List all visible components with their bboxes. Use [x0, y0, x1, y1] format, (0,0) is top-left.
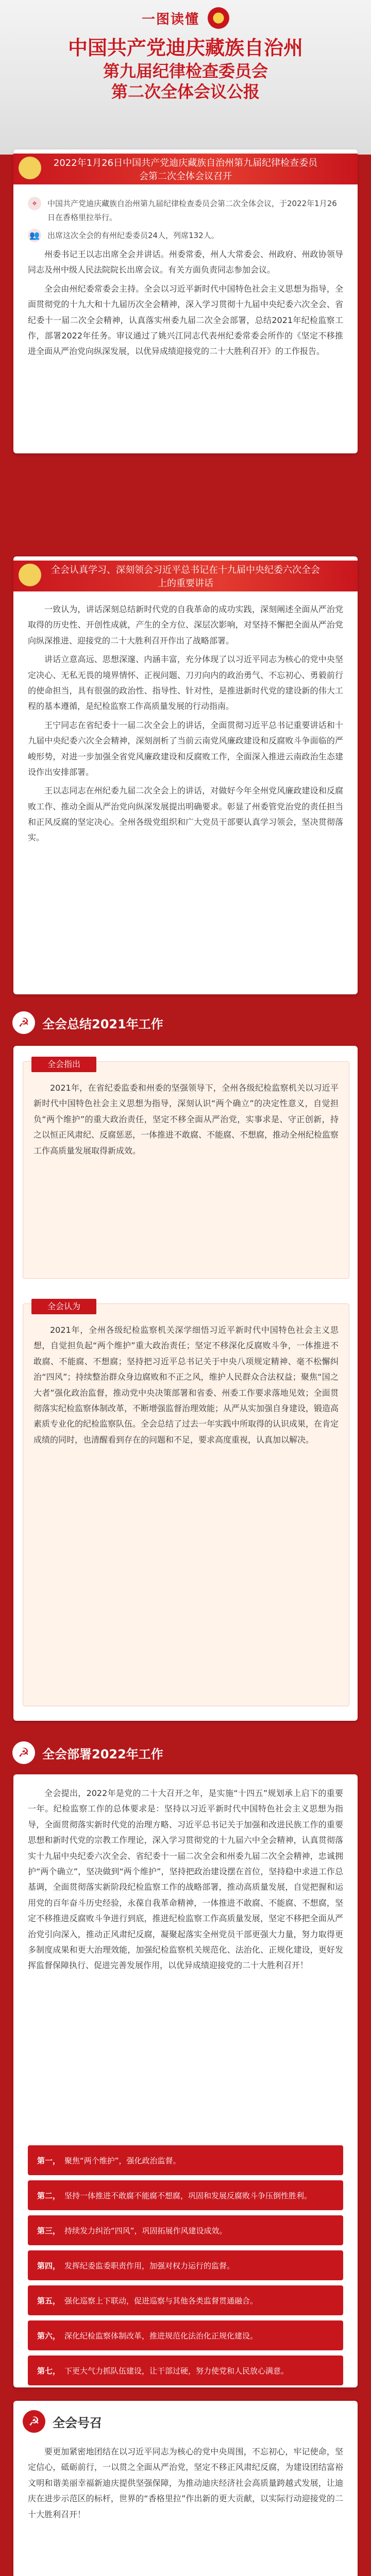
section4-card [13, 2401, 358, 2576]
section4-body [28, 2444, 343, 2526]
section3-paragraph-1: 全会提出，2022年是党的二十大召开之年，是实施“十四五”规划承上启下的重要一年。纪检监察工作的总体要求是：坚持以习近平新时代中国特色社会主义思想为指导，全面贯彻落实新时代党的治理方略、习近平总书记关于加强和改进民族工作的重要思想和新时代党的宗教工作理论，深入学习贯彻党的十九届六中全会精神，认真贯彻落实十九届中央纪委六次全会、省纪委十一届二次全会和州委九届二次全会精神，忠诚拥护“两个确立”，坚决做到“两个维护”，坚持把政治建设摆在首位，坚持稳中求进工作总基调，全面贯彻落实新阶段纪检监察工作的战略部署，推动高质量发展，自觉把握和运用党的百年奋斗历史经验，永葆自我革命精神，一体推进不敢腐、不能腐、不想腐，坚定不移推进反腐败斗争进行到底，推进纪检监察工作高质量发展，坚定不移把全面从严治党引向深入，推动正风肃纪反腐，凝聚起落实全州党员干部更强大力量，努力取得更多制度成果和更大治理效能，加强纪检监察机关规范化、法治化、正规化建设，更好发挥监督保障执行、促进完善发展作用，以优异成绩迎接党的二十大胜利召开！ [28, 1788, 343, 1971]
task-number: 第七， [37, 2366, 61, 2376]
section1-card [13, 556, 358, 994]
quote-text-b: 2021年，全州各级纪检监察机关深学细悟习近平新时代中国特色社会主义思想，自觉担负起“两个维护”重大政治责任；坚定不移深化反腐败斗争，一体推进不敢腐、不能腐、不想腐；坚持把习近平总书记关于中央八项规定精神、毫不松懈纠治“四风”；持续整治群众身边腐败和不正之风，维护人民群众合法权益；聚焦“国之大者”强化政治监督，推动党中央决策部署和省委、州委工作要求落地见效；全面贯彻落实纪检监察体制改革，不断增强监督治理效能；从严从实加强自身建设，锻造高素质专业化的纪检监察队伍。全会总结了过去一年实践中所取得的认识成果，在肯定成绩的同时，也清醒看到存在的问题和不足，要求高度重视，认真加以解决。 [33, 1325, 339, 1445]
intro-banner [13, 154, 358, 184]
title-line-2: 第九届纪律检查委员会 [103, 61, 268, 81]
task-item [28, 2215, 343, 2245]
intro-banner-text: 2022年1月26日中国共产党迪庆藏族自治州第九届纪律检查委员会第二次全体会议召开 [53, 158, 318, 182]
task-number: 第四， [37, 2261, 61, 2270]
task-text: 聚焦“两个维护”，强化政治监督。 [64, 2156, 181, 2165]
title-line-1: 中国共产党迪庆藏族自治州 [68, 37, 303, 59]
section1-body [28, 602, 343, 849]
party-emblem-icon [19, 564, 41, 586]
task-item [28, 2145, 343, 2175]
party-emblem-icon [19, 157, 41, 179]
quote-box-b [23, 1303, 349, 1706]
task-number: 第二， [37, 2191, 61, 2200]
brand-title: 一图读懂 [141, 11, 199, 27]
task-text: 坚持一体推进不敢腐不能腐不想腐，巩固和发展反腐败斗争压倒性胜利。 [64, 2191, 312, 2200]
section1-paragraph-4: 王以志同志在州纪委九届二次全会上的讲话，对做好今年全州党风廉政建设和反腐败工作、推动全面从严治党向纵深发展提出明确要求。彰显了州委管党治党的责任担当和正风反腐的坚定决心。全州各级党组织和广大党员干部要认真学习领会，坚决贯彻落实。 [28, 786, 343, 843]
section3-title [12, 1737, 359, 1768]
time-row [28, 197, 343, 225]
section3-title-text: 全会部署2022年工作 [42, 1747, 163, 1761]
intro-paragraph-1: 州委书记王以志出席全会并讲话。州委常委，州人大常委会、州政府、州政协领导同志及州中级人民法院院长出席会议。有关方面负责同志参加会议。 [28, 249, 343, 275]
quote-box-a [23, 1061, 349, 1279]
task-text: 持续发力纠治“四风”，巩固拓展作风建设成效。 [64, 2226, 227, 2235]
hammer-sickle-icon: ☭ [23, 2410, 45, 2433]
section1-paragraph-2: 讲话立意高远、思想深邃、内涵丰富，充分体现了以习近平同志为核心的党中央坚定决心、无私无畏的境界情怀、正视问题、刀刃向内的政治勇气、不忘初心、勇毅前行的使命担当，具有很强的政治性、指导性、针对性，是推进新时代党的建设新的伟大工程的基本遵循，是纪检监察工作高质量发展的行动指南。 [28, 654, 343, 711]
time-text: 中国共产党迪庆藏族自治州第九届纪律检查委员会第二次全体会议，于2022年1月26日在香格里拉举行。 [47, 199, 337, 222]
intro-body [28, 193, 343, 363]
task-item [28, 2320, 343, 2350]
task-number: 第六， [37, 2331, 61, 2341]
section2-card [13, 1046, 358, 1721]
header [0, 0, 371, 155]
section4-paragraph-1: 要更加紧密地团结在以习近平同志为核心的党中央周围，不忘初心，牢记使命，坚定信心，砥砺前行，一以贯之全面从严治党，坚定不移正风肃纪反腐，为建设团结富裕文明和谐美丽幸福新迪庆提供坚强保障，为推动迪庆经济社会高质量跨越式发展，让迪庆在进步示范区的标杆，世界的“香格里拉”作出新的更大贡献，以实际行动迎接党的二十大胜利召开！ [28, 2447, 343, 2519]
section2-title-text: 全会总结2021年工作 [42, 1016, 163, 1031]
section3-card [13, 1774, 358, 2387]
task-text: 强化巡察上下联动，促进巡察与其他各类监督贯通融合。 [64, 2296, 258, 2306]
task-number: 第一， [37, 2156, 61, 2165]
section1-paragraph-1: 一致认为，讲话深刻总结新时代党的自我革命的成功实践，深刻阐述全面从严治党取得的历史性、开创性成就，产生的全方位、深层次影响，对坚持不懈把全面从严治党向纵深推进、迎接党的二十大胜利召开作出了战略部署。 [28, 604, 343, 646]
section4-title [23, 2406, 348, 2437]
section3-body [28, 1786, 343, 1977]
quote-head-a: 全会指出 [31, 1057, 96, 1072]
task-item [28, 2180, 343, 2210]
attend-row [28, 229, 343, 243]
task-list [28, 2145, 343, 2391]
section4-title-text: 全会号召 [53, 2415, 102, 2430]
task-item [28, 2250, 343, 2280]
hammer-sickle-icon: ☭ [12, 1741, 35, 1764]
title-line-3: 第二次全体会议公报 [111, 81, 260, 101]
intro-card [13, 149, 358, 453]
task-number: 第五， [37, 2296, 61, 2306]
party-emblem-icon [208, 7, 229, 29]
task-text: 下更大气力抓队伍建设，让干部过硬，努力使党和人民放心满意。 [64, 2366, 289, 2376]
quote-text-a: 2021年，在省纪委监委和州委的坚强领导下，全州各级纪检监察机关以习近平新时代中国特色社会主义思想为指导，深刻认识“两个确立”的决定性意义，自觉担负“两个维护”的重大政治责任，坚定不移全面从严治党，实事求是、守正创新，持之以恒正风肃纪、反腐惩恶，一体推进不敢腐、不能腐、不想腐，推动全州纪检监察工作高质量发展取得新成效。 [33, 1083, 339, 1156]
quote-head-b: 全会认为 [31, 1299, 96, 1314]
intro-paragraph-2: 全会由州纪委常委会主持。全会以习近平新时代中国特色社会主义思想为指导，全面贯彻党的十九大和十九届历次全会精神，深入学习贯彻十九届中央纪委六次全会、省纪委十一届二次全会精神，认真落实州委九届二次全会部署，总结2021年纪检监察工作，部署2022年任务。审议通过了姚兴江同志代表州纪委常委会所作的《坚定不移推进全面从严治党向纵深发展，以优异成绩迎接党的二十大胜利召开》的工作报告。 [28, 283, 343, 357]
task-text: 深化纪检监察体制改革，推进规范化法治化正规化建设。 [64, 2331, 258, 2341]
section1-banner [13, 561, 358, 591]
section1-paragraph-3: 王宁同志在省纪委十一届二次全会上的讲话，全面贯彻习近平总书记重要讲话和十九届中央纪委六次全会精神，深刻剖析了当前云南党风廉政建设和反腐败斗争面临的严峻形势，对进一步加强全省党风廉政建设和反腐败工作，全面深入推进云南政治生态建设作出安排部署。 [28, 720, 343, 777]
task-item [28, 2355, 343, 2385]
section2-title [12, 1007, 359, 1038]
hammer-sickle-icon: ☭ [12, 1011, 35, 1034]
task-text: 发挥纪委监委职责作用，加强对权力运行的监督。 [64, 2261, 235, 2270]
people-icon: 👥 [28, 229, 41, 242]
task-item [28, 2285, 343, 2315]
logo-bar [0, 7, 371, 29]
location-icon: ⌖ [28, 197, 41, 210]
attend-text: 出席这次全会的有州纪委委员24人，列席132人。 [47, 231, 219, 240]
section1-banner-text: 全会认真学习、深刻领会习近平总书记在十九届中央纪委六次全会上的重要讲话 [51, 565, 320, 589]
task-number: 第三， [37, 2226, 61, 2235]
